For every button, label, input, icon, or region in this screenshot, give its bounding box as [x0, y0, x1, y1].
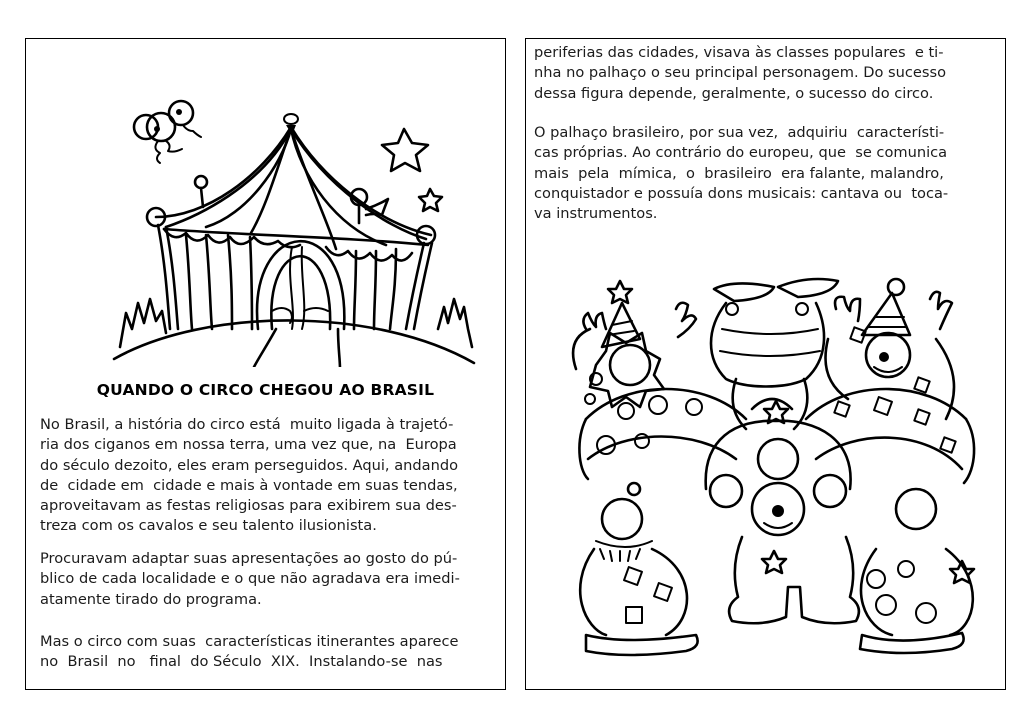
- text-line: atamente tirado do programa.: [40, 590, 262, 608]
- text-line: no Brasil no final do Século XIX. Instalando-se nas: [40, 653, 443, 671]
- text-line: de cidade em cidade e mais à vontade em suas tendas,: [40, 476, 458, 494]
- paragraph-3: [40, 632, 495, 673]
- balloons-icon: [134, 101, 201, 163]
- paragraph-2: [40, 549, 495, 610]
- clown-bottom-right-icon: [860, 489, 974, 653]
- text-line: dessa figura depende, geralmente, o sucesso do circo.: [534, 84, 934, 102]
- left-page: [25, 38, 506, 690]
- right-page: [525, 38, 1006, 690]
- text-line: conquistador e possuía dons musicais: cantava ou toca-: [534, 184, 949, 202]
- text-line: mais pela mímica, o brasileiro era falante, malandro,: [534, 164, 944, 182]
- text-line: nha no palhaço o seu principal personagem. Do sucesso: [534, 64, 947, 82]
- paragraph-5: [534, 123, 996, 224]
- circus-tent-illustration: [86, 67, 486, 367]
- clown-center-icon: [706, 401, 859, 623]
- paragraph-4: [534, 43, 996, 104]
- paragraph-1: [40, 415, 495, 537]
- star-icon: [382, 129, 442, 211]
- text-line: do século dezoito, eles eram perseguidos. Aqui, andando: [40, 456, 459, 474]
- page-title: QUANDO O CIRCO CHEGOU AO BRASIL: [96, 381, 435, 399]
- text-line: aproveitavam as festas religiosas para exibirem sua des-: [40, 497, 457, 515]
- text-line: O palhaço brasileiro, por sua vez, adquiriu característi-: [534, 124, 945, 141]
- clowns-group-illustration: [566, 269, 986, 669]
- text-line: ria dos ciganos em nossa terra, uma vez que, na Europa: [40, 436, 457, 454]
- clown-left-top-icon: [573, 281, 696, 407]
- text-line: treza com os cavalos e seu talento ilusionista.: [40, 517, 377, 535]
- text-line: blico de cada localidade e o que não agradava era imedi-: [40, 570, 460, 588]
- text-line: periferias das cidades, visava às classes populares e ti-: [534, 44, 944, 61]
- text-line: cas próprias. Ao contrário do europeu, que se comunica: [534, 144, 948, 162]
- text-line: Procuravam adaptar suas apresentações ao gosto do pú-: [40, 550, 458, 567]
- text-line: Mas o circo com suas características itinerantes aparece: [40, 633, 459, 650]
- clown-bottom-left-icon: [580, 483, 697, 655]
- text-line: va instrumentos.: [534, 205, 658, 223]
- text-line: No Brasil, a história do circo está muito ligada à trajetó-: [40, 416, 454, 433]
